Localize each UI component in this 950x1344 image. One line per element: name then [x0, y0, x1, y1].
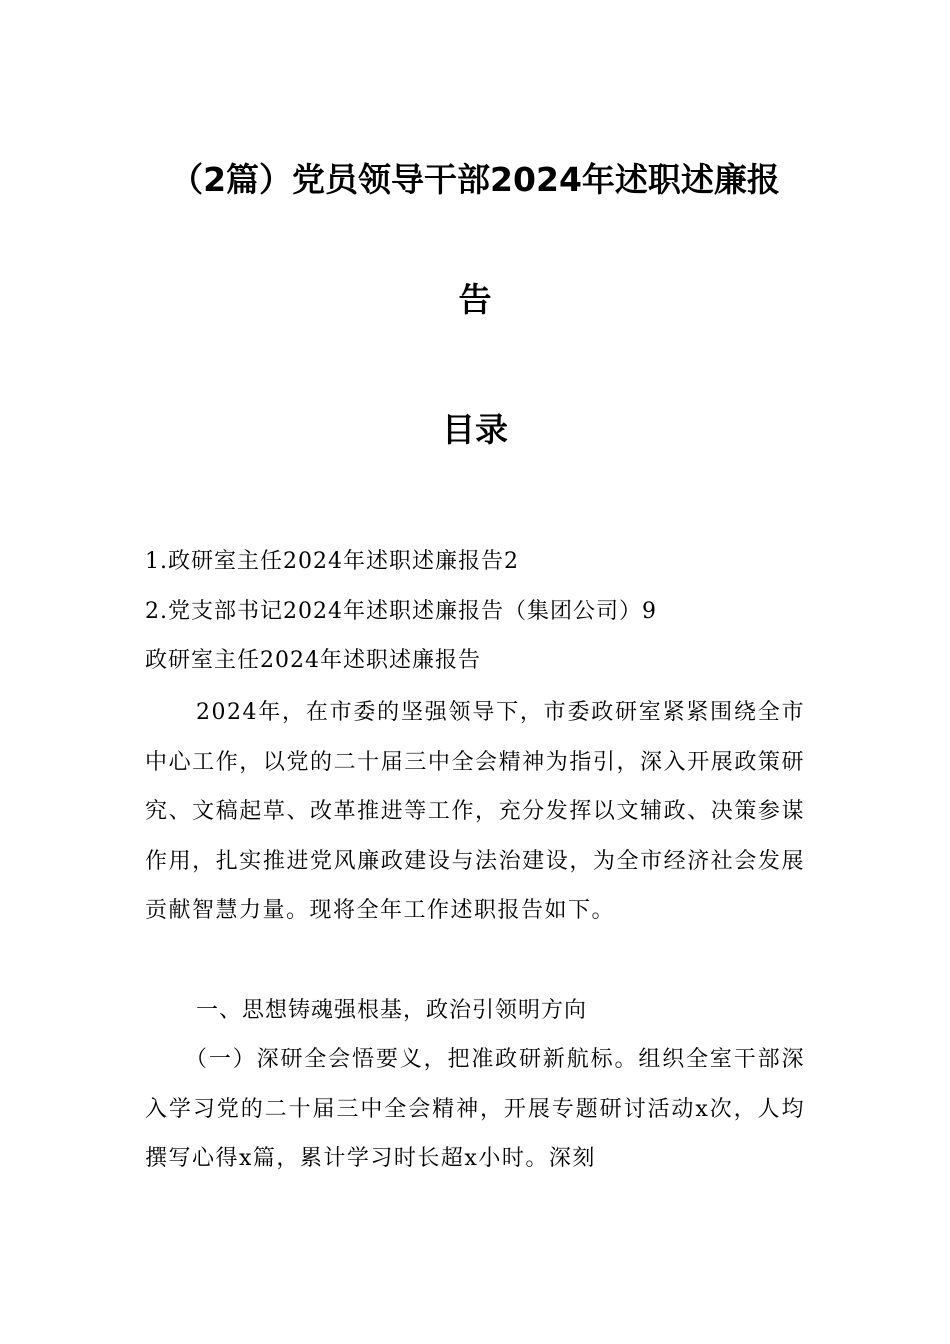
intro-paragraph: 2024年，在市委的坚强领导下，市委政研室紧紧围绕全市中心工作，以党的二十届三中全会精神为指引，深入开展政策研究、文稿起草、改革推进等工作，充分发挥以文辅政、决策参谋作用，扎实推进党风廉政建设与法治建设，为全市经济社会发展贡献智慧力量。现将全年工作述职报告如下。 — [145, 700, 805, 923]
toc-entry-1[interactable]: 1.政研室主任2024年述职述廉报告2 — [145, 549, 519, 574]
sub-paragraph-1: （一）深研全会悟要义，把准政研新航标。组织全室干部深入学习党的二十届三中全会精神，开展专题研讨活动x次，人均撰写心得x篇，累计学习时长超x小时。深刻 — [145, 1047, 805, 1171]
section-title: 政研室主任2024年述职述廉报告 — [145, 648, 481, 673]
toc-heading: 目录 — [442, 410, 508, 449]
document-title-line-1: （2篇）党员领导干部2024年述职述廉报 — [170, 160, 780, 199]
document-title-line-2: 告 — [458, 280, 492, 319]
heading-1: 一、思想铸魂强根基，政治引领明方向 — [196, 998, 588, 1023]
toc-entry-2[interactable]: 2.党支部书记2024年述职述廉报告（集团公司）9 — [145, 599, 657, 624]
